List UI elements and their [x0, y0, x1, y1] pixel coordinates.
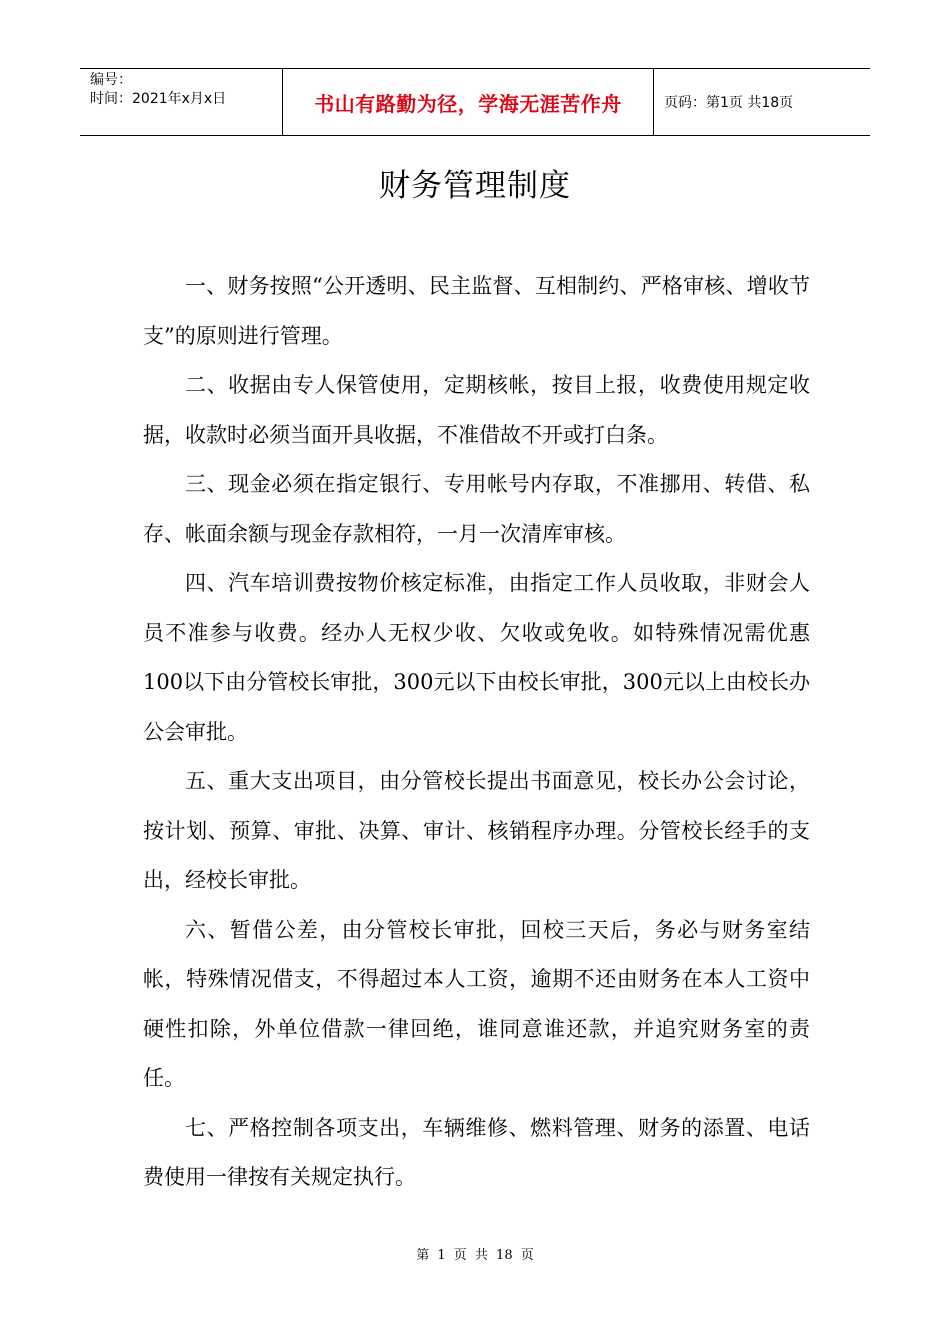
page-footer: 第 1 页 共 18 页 — [416, 1248, 534, 1263]
paragraph: 四、汽车培训费按物价核定标准，由指定工作人员收取，非财会人员不准参与收费。经办人无权少收、欠收或免收。如特殊情况需优惠100以下由分管校长审批，300元以下由校长审批，300元以上由校长办公会审批。 — [143, 571, 810, 744]
document-body — [143, 262, 810, 1203]
header-motto: 书山有路勤为径，学海无涯苦作舟 — [282, 69, 654, 135]
paragraph: 六、暂借公差，由分管校长审批，回校三天后，务必与财务室结帐，特殊情况借支，不得超过本人工资，逾期不还由财务在本人工资中硬性扣除，外单位借款一律回绝，谁同意谁还款，并追究财务室的责任。 — [143, 917, 810, 1090]
document-date-label: 时间：2021年x月x日 — [90, 91, 227, 107]
paragraph: 一、财务按照“公开透明、民主监督、互相制约、严格审核、增收节支”的原则进行管理。 — [143, 274, 810, 348]
header-page-info: 页码：第1页 共18页 — [664, 95, 794, 111]
paragraph: 二、收据由专人保管使用，定期核帐，按目上报，收费使用规定收据，收款时必须当面开具收据，不准借故不开或打白条。 — [143, 373, 810, 447]
paragraph: 三、现金必须在指定银行、专用帐号内存取，不准挪用、转借、私存、帐面余额与现金存款相符，一月一次清库审核。 — [143, 472, 810, 546]
document-title: 财务管理制度 — [379, 168, 571, 204]
document-number-label: 编号： — [90, 72, 132, 88]
header-table — [80, 68, 870, 136]
header-meta-cell — [80, 69, 282, 135]
paragraph: 五、重大支出项目，由分管校长提出书面意见，校长办公会讨论，按计划、预算、审批、决算、审计、核销程序办理。分管校长经手的支出，经校长审批。 — [143, 769, 810, 892]
paragraph: 七、严格控制各项支出，车辆维修、燃料管理、财务的添置、电话费使用一律按有关规定执行。 — [143, 1115, 810, 1189]
